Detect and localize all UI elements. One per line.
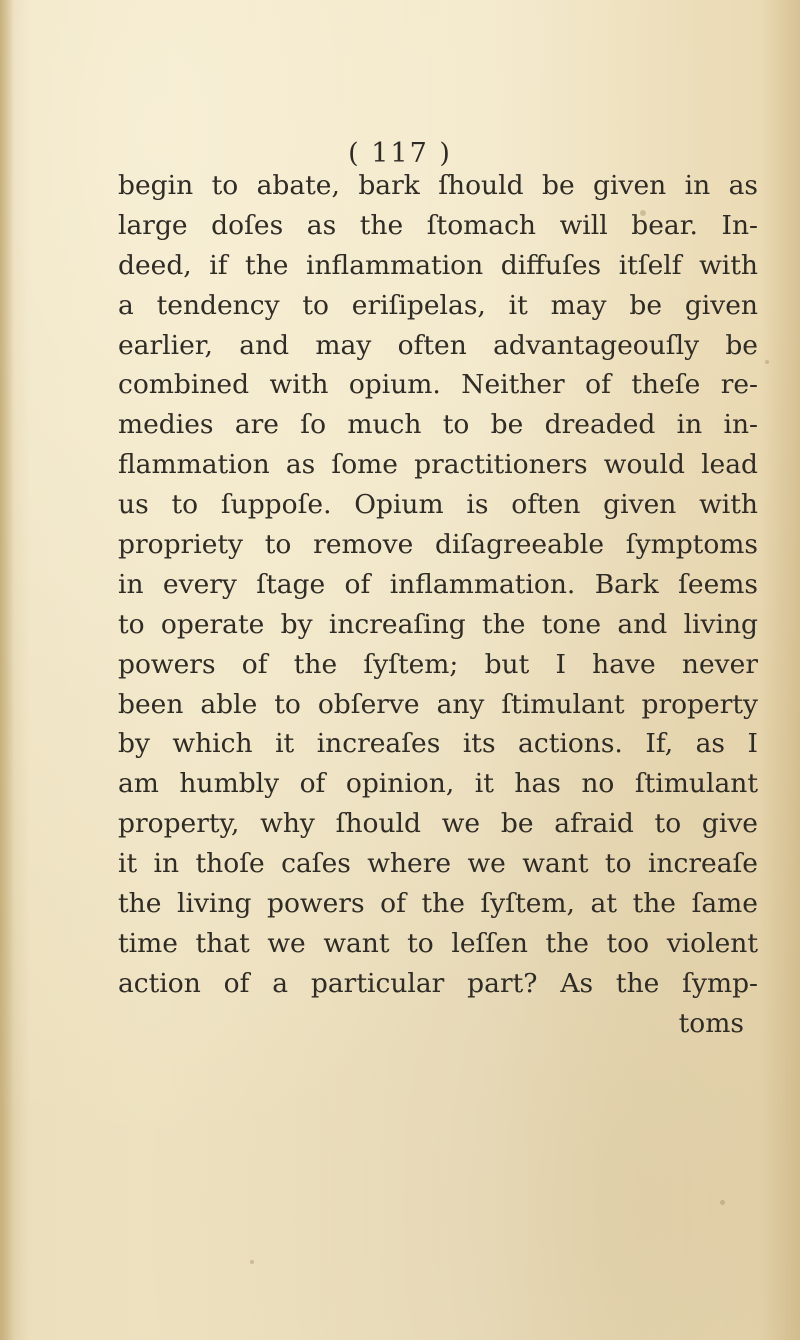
text-line: deed, if the inflammation diffuſes itſelf with bbox=[118, 249, 758, 281]
text-line: flammation as ſome practitioners would lead bbox=[118, 449, 758, 481]
catchword: toms bbox=[678, 1007, 744, 1039]
text-line: by which it increaſes its actions. If, as I bbox=[118, 728, 758, 760]
paper-speck bbox=[765, 360, 769, 364]
text-line: the living powers of the ſyſtem, at the ſame bbox=[118, 888, 758, 920]
page-number: ( 117 ) bbox=[348, 138, 452, 169]
text-line: property, why ſhould we be afraid to give bbox=[118, 808, 758, 840]
text-line: medies are ſo much to be dreaded in in- bbox=[118, 409, 758, 441]
paper-speck bbox=[640, 210, 646, 216]
paper-speck bbox=[720, 1200, 725, 1205]
text-line: been able to obſerve any ſtimulant property bbox=[118, 688, 758, 720]
text-line: it in thoſe caſes where we want to increaſe bbox=[118, 848, 758, 880]
text-line: in every ſtage of inflammation. Bark ſeems bbox=[118, 568, 758, 600]
paper-speck bbox=[250, 1260, 254, 1264]
text-line: combined with opium. Neither of theſe re- bbox=[118, 369, 758, 401]
text-line: action of a particular part? As the ſymp- bbox=[118, 967, 758, 999]
text-line: propriety to remove diſagreeable ſymptoms bbox=[118, 529, 758, 561]
text-line: time that we want to leſſen the too violent bbox=[118, 927, 758, 959]
text-line: begin to abate, bark ſhould be given in as bbox=[118, 170, 758, 201]
text-line: a tendency to eriſipelas, it may be given bbox=[118, 289, 758, 321]
text-line: large doſes as the ſtomach will bear. In- bbox=[118, 209, 758, 241]
text-line: earlier, and may often advantageouſly be bbox=[118, 329, 758, 361]
text-line: powers of the ſyſtem; but I have never bbox=[118, 648, 758, 680]
text-line: us to ſuppoſe. Opium is often given with bbox=[118, 489, 758, 521]
text-line: am humbly of opinion, it has no ſtimulant bbox=[118, 768, 758, 800]
body-text bbox=[118, 166, 758, 1044]
text-line: to operate by increaſing the tone and living bbox=[118, 608, 758, 640]
